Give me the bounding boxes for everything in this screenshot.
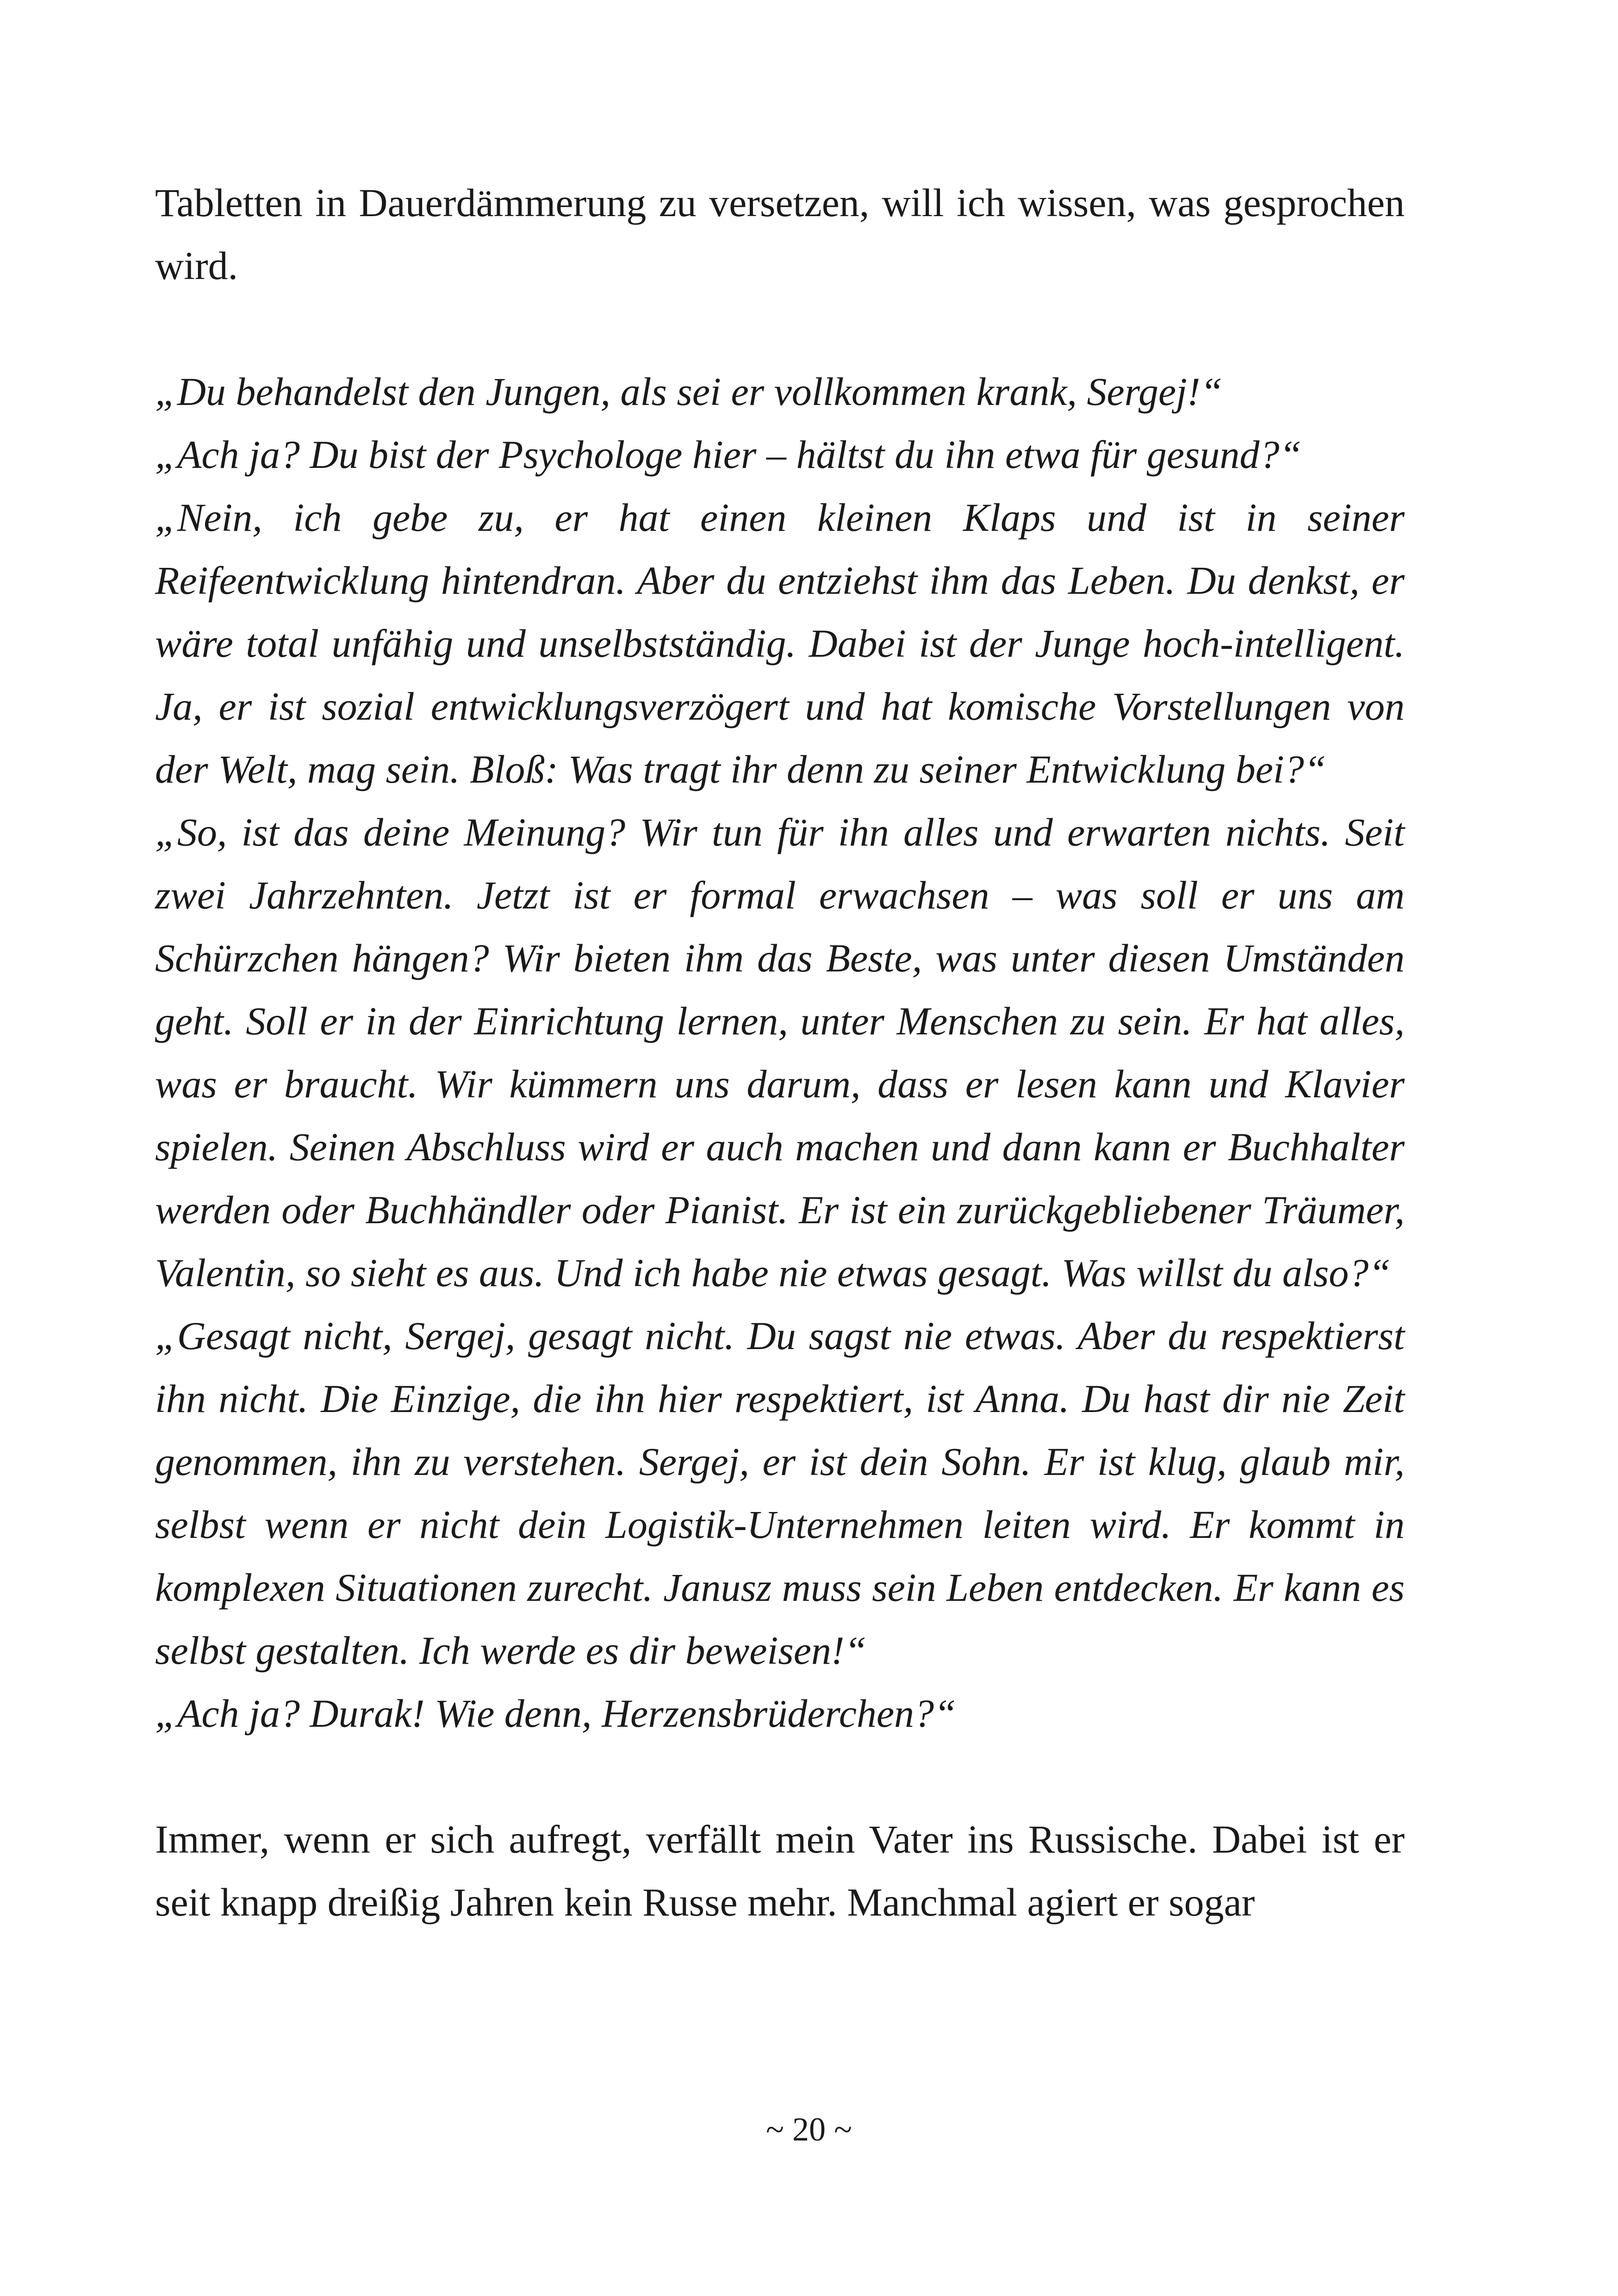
dialogue-line: „So, ist das deine Meinung? Wir tun für ihn alles und erwarten nichts. Seit zwei Jahrzehnten. Jetzt ist er formal erwachsen – was soll er uns am Schürzchen hängen? Wir bieten ihm das Beste, was unter diesen Umständen geht. Soll er in der Einrichtung lernen, unter Menschen zu sein. Er hat alles, was er braucht. Wir kümmern uns darum, dass er lesen kann und Klavier spielen. Seinen Abschluss wird er auch machen und dann kann er Buchhalter werden oder Buchhändler oder Pianist. Er ist ein zurückgebliebener Träumer, Valentin, so sieht es aus. Und ich habe nie etwas gesagt. Was willst du also?“	[155, 810, 1405, 1295]
dialogue-line: „Nein, ich gebe zu, er hat einen kleinen Klaps und ist in seiner Reifeentwicklung hintendran. Aber du entziehst ihm das Leben. Du denkst, er wäre total unfähig und unselbstständig. Dabei ist der Junge hoch-intelligent. Ja, er ist sozial entwicklungsverzögert und hat komische Vorstellungen von der Welt, mag sein. Bloß: Was tragt ihr denn zu seiner Entwicklung bei?“	[155, 495, 1405, 791]
dialogue-line: „Du behandelst den Jungen, als sei er vollkommen krank, Sergej!“	[155, 369, 1223, 414]
opening-paragraph: Tabletten in Dauerdämmerung zu versetzen, will ich wissen, was gesprochen wird.	[155, 180, 1405, 288]
closing-paragraph: Immer, wenn er sich aufregt, verfällt mein Vater ins Russische. Dabei ist er seit knapp dreißig Jahren kein Russe mehr. Manchmal agiert er sogar	[155, 1817, 1405, 1924]
page-number: ~ 20 ~	[766, 2111, 852, 2148]
dialogue-line: „Ach ja? Durak! Wie denn, Herzensbrüderchen?“	[155, 1691, 956, 1736]
dialogue-line: „Gesagt nicht, Sergej, gesagt nicht. Du sagst nie etwas. Aber du respektierst ihn nicht. Die Einzige, die ihn hier respektiert, ist Anna. Du hast dir nie Zeit genommen, ihn zu verstehen. Sergej, er ist dein Sohn. Er ist klug, glaub mir, selbst wenn er nicht dein Logistik-Unternehmen leiten wird. Er kommt in komplexen Situationen zurecht. Janusz muss sein Leben entdecken. Er kann es selbst gestalten. Ich werde es dir beweisen!“	[155, 1313, 1405, 1673]
dialogue-line: „Ach ja? Du bist der Psychologe hier – hältst du ihn etwa für gesund?“	[155, 432, 1302, 477]
book-page-body	[155, 171, 1405, 1934]
dialogue-block	[155, 360, 1405, 1745]
